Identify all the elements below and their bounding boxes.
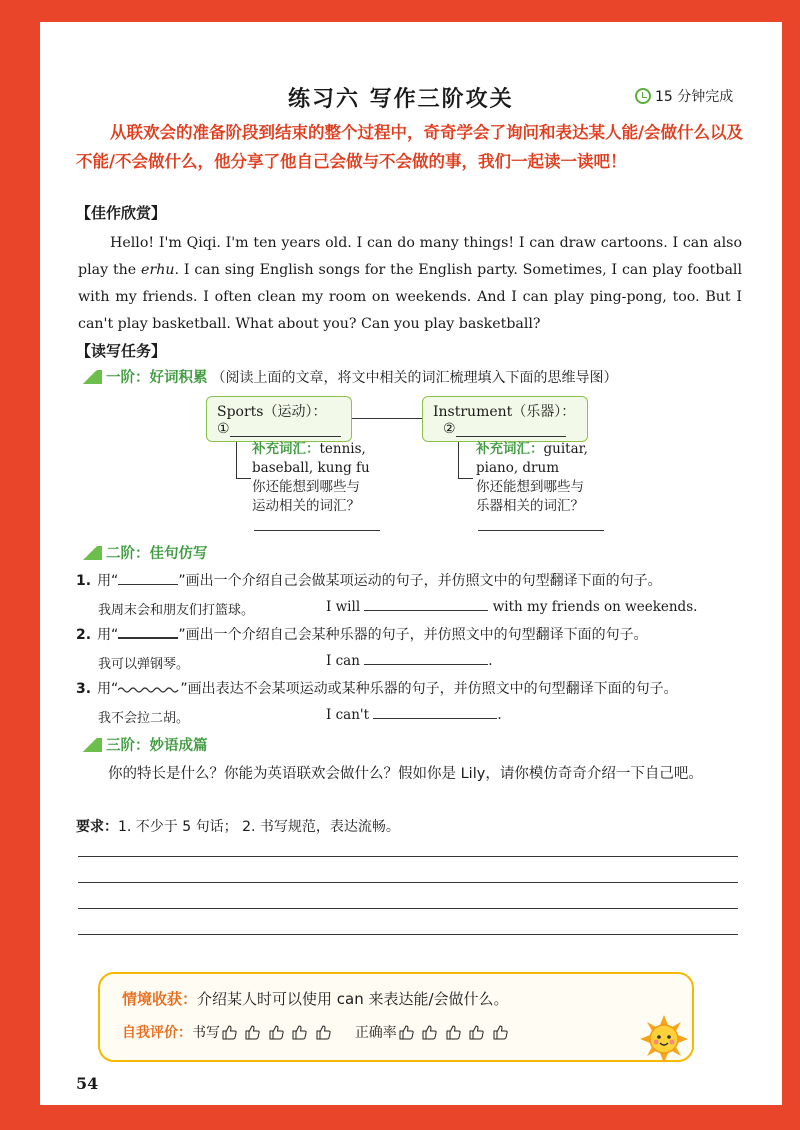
step1-label: 一阶：好词积累: [106, 370, 208, 386]
mindmap-connector: [352, 418, 422, 419]
writing-thumbs: [220, 1024, 333, 1040]
supp1-bracket: [236, 442, 251, 479]
thumb-up-icon[interactable]: [421, 1024, 438, 1040]
supp2-block: [476, 440, 646, 516]
supp2-line2: piano, drum: [476, 460, 560, 476]
task-2-number: 2.: [76, 627, 92, 643]
task-3-translation: [98, 707, 758, 726]
page-title: 练习六 写作三阶攻关: [288, 87, 514, 112]
writing-line-1[interactable]: [78, 856, 738, 857]
task-2-en-b: .: [488, 653, 493, 669]
time-label: 15 分钟完成: [655, 89, 734, 105]
supp2-words: guitar,: [543, 441, 588, 457]
sports-box: [206, 396, 352, 442]
supp2-bracket: [458, 442, 473, 479]
task-3-number: 3.: [76, 681, 92, 697]
step3-label: 三阶：妙语成篇: [106, 738, 208, 754]
blank-1[interactable]: [230, 436, 341, 437]
wavy-underline-icon: [118, 685, 180, 695]
thumb-up-icon[interactable]: [398, 1024, 415, 1040]
task-2-underline-sample: [118, 637, 178, 639]
thumb-up-icon[interactable]: [445, 1024, 462, 1040]
summary-label: 情境收获：: [122, 990, 198, 1008]
task-2-text-b: ”画出一个介绍自己会某种乐器的句子，并仿照文中的句型翻译下面的句子。: [178, 627, 648, 643]
thumb-up-icon[interactable]: [244, 1024, 261, 1040]
thumb-up-icon[interactable]: [291, 1024, 308, 1040]
task-1-underline-sample: [118, 584, 178, 585]
thumb-up-icon[interactable]: [468, 1024, 485, 1040]
requirements-text: 1. 不少于 5 句话； 2. 书写规范，表达流畅。: [118, 819, 400, 835]
supp1-block: [252, 440, 412, 516]
self-eval-label: 自我评价：: [122, 1025, 192, 1041]
task-1-en-b: with my friends on weekends.: [492, 599, 698, 615]
accuracy-thumbs: [397, 1024, 510, 1040]
task-1-en-a: I will: [326, 599, 361, 615]
task-1-chinese: 我周末会和朋友们打篮球。: [98, 603, 255, 618]
task-1-answer-blank[interactable]: [364, 610, 488, 611]
writing-line-4[interactable]: [78, 934, 738, 935]
task-2-text-a: 用“: [97, 627, 119, 643]
supp2-question-2: 乐器相关的词汇？: [476, 498, 584, 514]
passage-part-2: . I can sing English songs for the English party. Sometimes, I can play football with my friends. I often clean my room on weekends. And I can play ping-pong, too. But I can't play basketball. What about you? Can you play basketball?: [78, 262, 742, 332]
supp1-question-2: 运动相关的词汇？: [252, 498, 360, 514]
supp1-words: tennis,: [319, 441, 366, 457]
blank-1-number: ①: [217, 421, 230, 437]
supp1-label: 补充词汇：: [252, 441, 320, 457]
task-1-english: [326, 599, 697, 615]
step2-label: 二阶：佳句仿写: [106, 546, 208, 562]
instrument-box: [422, 396, 588, 442]
task-1-number: 1.: [76, 573, 92, 589]
task-3-answer-blank[interactable]: [373, 718, 497, 719]
intro-text: 从联欢会的准备阶段到结束的整个过程中，奇奇学会了询问和表达某人能/会做什么以及不能/不会做什么，他分享了他自己会做与不会做的事，我们一起读一读吧！: [76, 123, 744, 171]
task-3-en-a: I can't: [326, 707, 370, 723]
step1-header: [78, 366, 618, 387]
task-1-text-b: ”画出一个介绍自己会做某项运动的句子，并仿照文中的句型翻译下面的句子。: [178, 573, 662, 589]
supp1-question-1: 你还能想到哪些与: [252, 479, 360, 495]
instrument-box-title: Instrument（乐器）：: [433, 404, 576, 420]
clock-icon: [635, 88, 651, 104]
step3-requirements: [76, 816, 400, 836]
summary-text: 介绍某人时可以使用 can 来表达能/会做什么。: [197, 990, 509, 1008]
step1-desc: （阅读上面的文章，将文中相关的词汇梳理填入下面的思维导图）: [211, 369, 618, 386]
supp2-label: 补充词汇：: [476, 441, 544, 457]
passage-italic: erhu: [141, 262, 175, 278]
summary-row: [122, 988, 509, 1009]
stairs-icon: [78, 370, 102, 384]
time-indicator: [635, 86, 733, 106]
summary-box: [98, 972, 694, 1062]
task-3-english: [326, 707, 502, 723]
task-3-text-b: ”画出表达不会某项运动或某种乐器的句子，并仿照文中的句型翻译下面的句子。: [180, 681, 678, 697]
task-1-translation: [98, 599, 758, 618]
thumb-up-icon[interactable]: [268, 1024, 285, 1040]
task-3: [76, 678, 756, 698]
writing-line-3[interactable]: [78, 908, 738, 909]
supp1-answer-line[interactable]: [254, 530, 380, 531]
thumb-up-icon[interactable]: [221, 1024, 238, 1040]
task-3-en-b: .: [497, 707, 502, 723]
supp2-answer-line[interactable]: [478, 530, 604, 531]
task-2-chinese: 我可以弹钢琴。: [98, 657, 190, 672]
stairs-icon: [78, 738, 102, 752]
task-2: [76, 624, 756, 644]
self-evaluation-row: [122, 1022, 510, 1042]
writing-label: 书写: [192, 1025, 220, 1041]
task-1: [76, 570, 756, 590]
tasks-heading: 【读写任务】: [76, 342, 167, 360]
step3-prompt: 你的特长是什么？你能为英语联欢会做什么？假如你是 Lily，请你模仿奇奇介绍一下自己吧。: [108, 766, 703, 782]
writing-line-2[interactable]: [78, 882, 738, 883]
sample-passage: [78, 230, 742, 338]
task-3-chinese: 我不会拉二胡。: [98, 711, 190, 726]
appreciation-heading: 【佳作欣赏】: [76, 204, 167, 222]
supp1-line2: baseball, kung fu: [252, 460, 370, 476]
task-1-text-a: 用“: [97, 573, 119, 589]
sports-box-title: Sports（运动）：: [217, 404, 327, 420]
sun-mascot-icon: [640, 1015, 688, 1063]
page-number: 54: [76, 1074, 99, 1093]
task-2-en-a: I can: [326, 653, 360, 669]
task-2-translation: [98, 653, 758, 672]
requirements-label: 要求：: [76, 819, 118, 835]
passage-part-1: Hello! I'm Qiqi. I'm ten years old. I can do many things! I can draw cartoons. I can also play the: [78, 235, 742, 278]
supp2-question-1: 你还能想到哪些与: [476, 479, 584, 495]
blank-2[interactable]: [456, 436, 566, 437]
task-2-answer-blank[interactable]: [364, 664, 488, 665]
step3-header: [78, 734, 208, 755]
thumb-up-icon[interactable]: [315, 1024, 332, 1040]
task-2-english: [326, 653, 493, 669]
step2-header: [78, 542, 208, 563]
blank-2-number: ②: [443, 421, 456, 437]
accuracy-label: 正确率: [354, 1025, 397, 1041]
stairs-icon: [78, 546, 102, 560]
thumb-up-icon[interactable]: [492, 1024, 509, 1040]
worksheet-page: [40, 22, 782, 1105]
task-3-text-a: 用“: [97, 681, 119, 697]
